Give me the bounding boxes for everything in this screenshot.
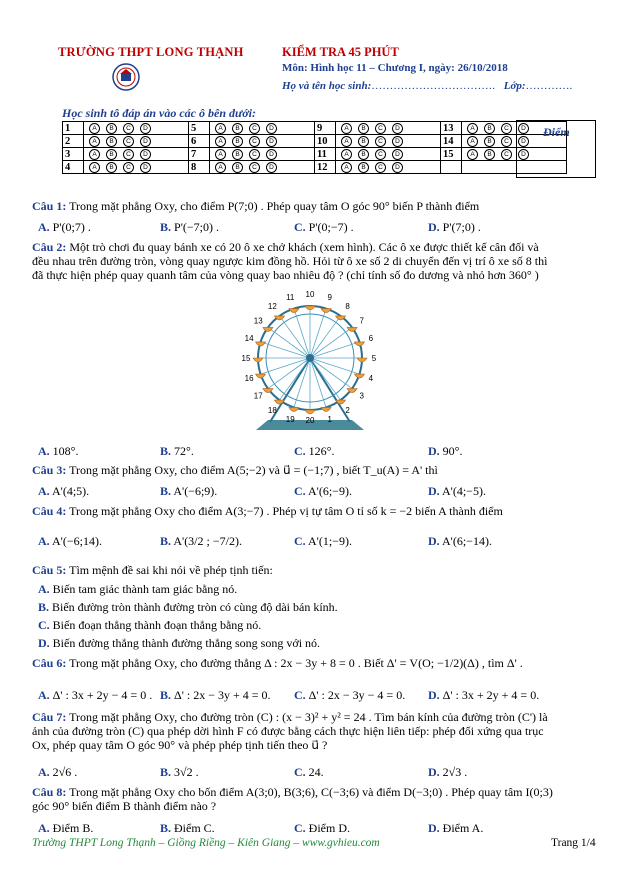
answer-bubble[interactable]: C (123, 149, 134, 160)
answer-bubble[interactable]: B (358, 136, 369, 147)
question-label: Câu 8: (32, 785, 67, 799)
answer-number: 6 (189, 135, 210, 148)
answer-options (210, 161, 315, 174)
answer-bubble[interactable]: C (123, 123, 134, 134)
answer-number: 9 (315, 122, 336, 135)
gondola-number: 5 (371, 354, 377, 363)
answer-options (336, 148, 441, 161)
option-d[interactable]: D. A'(4;−5). (428, 484, 486, 498)
footer-text: Trường THPT Long Thạnh – Giồng Riềng – Kiên Giang – www.gvhieu.com (32, 837, 380, 849)
answer-bubble[interactable]: A (467, 149, 478, 160)
answer-bubble[interactable]: A (215, 123, 226, 134)
answer-grid-row (63, 135, 567, 148)
answer-bubble[interactable]: B (232, 123, 243, 134)
answer-bubble[interactable]: C (501, 136, 512, 147)
answer-options (84, 148, 189, 161)
answer-grid-row (63, 122, 567, 135)
question-8 (32, 785, 602, 813)
gondola-number: 1 (327, 414, 333, 424)
answer-bubble[interactable]: D (392, 162, 403, 173)
gondola-number: 12 (267, 302, 277, 312)
question-text-line: ảnh của đường tròn (C) qua phép dời hình F có được bằng cách thực hiện liên tiếp: phép đối xứng qua trục (32, 724, 544, 738)
answer-number: 5 (189, 122, 210, 135)
question-text-line: Ox, phép quay tâm O góc 90° và phép phép tịnh tiến theo u⃗ ? (32, 738, 328, 752)
answer-number: 8 (189, 161, 210, 174)
answer-bubble[interactable]: C (249, 149, 260, 160)
option-d[interactable]: D. A'(6;−14). (428, 534, 492, 548)
page-number: Trang 1/4 (551, 837, 596, 849)
answer-bubble[interactable]: D (518, 136, 529, 147)
wheel-spoke (279, 316, 310, 358)
gondola-number: 17 (253, 391, 263, 401)
question-label: Câu 4: (32, 504, 67, 518)
question-text-line: góc 90° biến điểm B thành điểm nào ? (32, 799, 217, 813)
answer-bubble[interactable]: B (358, 162, 369, 173)
gondola-number: 8 (345, 302, 350, 312)
option-d[interactable]: D. P'(7;0) . (428, 220, 481, 234)
gondola-number: 3 (359, 391, 365, 401)
option-d[interactable]: D. Điểm A. (428, 821, 484, 835)
answer-number: 10 (315, 135, 336, 148)
answer-bubble[interactable]: D (392, 149, 403, 160)
question-label: Câu 2: (32, 240, 67, 254)
gondola-number: 2 (345, 405, 350, 415)
option-b[interactable]: B. 72°. (160, 444, 194, 458)
answer-options (336, 135, 441, 148)
answer-bubble[interactable]: A (89, 162, 100, 173)
question-text: Tìm mệnh đề sai khi nói về phép tịnh tiến: (69, 563, 273, 577)
answer-number: 14 (441, 135, 462, 148)
question-2 (32, 240, 602, 282)
answer-number: 12 (315, 161, 336, 174)
gondola (305, 306, 315, 310)
wheel-spoke (268, 327, 310, 358)
question-3 (32, 463, 602, 477)
wheel-spoke (310, 358, 341, 400)
gondola (305, 410, 315, 414)
answer-bubble[interactable]: D (140, 162, 151, 173)
question-5 (32, 563, 602, 577)
answer-bubble[interactable]: C (375, 123, 386, 134)
answer-bubble[interactable]: D (266, 149, 277, 160)
gondola-number: 15 (241, 354, 251, 363)
wheel-spoke (310, 309, 326, 358)
answer-bubble[interactable]: C (501, 123, 512, 134)
question-text: Trong mặt phẳng Oxy, cho điểm A(5;−2) và u⃗ = (−1;7) , biết T_u(A) = A' thì (69, 463, 438, 477)
wheel-spoke (268, 358, 310, 389)
answer-options (336, 122, 441, 135)
answer-bubble[interactable]: C (249, 136, 260, 147)
gondola (256, 342, 266, 346)
answer-bubble[interactable]: B (484, 136, 495, 147)
question-label: Câu 5: (32, 563, 67, 577)
score-label: Điểm (543, 125, 570, 139)
answer-bubble[interactable]: D (392, 123, 403, 134)
option-a[interactable]: A. P'(0;7) . (38, 220, 91, 234)
school-name: TRƯỜNG THPT LONG THẠNH (58, 45, 244, 59)
answer-bubble[interactable]: A (341, 136, 352, 147)
answer-number: 7 (189, 148, 210, 161)
gondola (256, 374, 266, 378)
question-text: Trong mặt phẳng Oxy cho điểm A(3;−7) . Phép vị tự tâm O tỉ số k = −2 biến A thành điểm (69, 504, 503, 518)
gondola (354, 342, 364, 346)
question-7 (32, 710, 602, 752)
option-b[interactable]: B. Biến đường tròn thành đường tròn có cùng độ dài bán kính. (38, 600, 338, 614)
answer-bubble[interactable]: D (140, 136, 151, 147)
wheel-hub (306, 354, 314, 362)
option-d[interactable]: D. 2√3 . (428, 765, 468, 779)
answer-options (84, 161, 189, 174)
student-name-field[interactable]: ……………………………. (371, 80, 495, 92)
answer-bubble[interactable]: A (89, 136, 100, 147)
wheel-support (310, 358, 350, 422)
gondola-number: 16 (244, 373, 254, 383)
answer-bubble[interactable]: B (106, 149, 117, 160)
answer-bubble[interactable]: D (392, 136, 403, 147)
option-b[interactable]: B. A'(3/2 ; −7/2). (160, 534, 242, 548)
gondola-number: 11 (286, 293, 295, 303)
wheel-spoke (310, 358, 352, 389)
gondola (289, 407, 299, 411)
option-a[interactable]: A. Biến tam giác thành tam giác bằng nó. (38, 582, 238, 596)
question-text-line: Trong mặt phẳng Oxy, cho đường tròn (C) : (x − 3)² + y² = 24 . Tìm bán kính của đường tròn (C') là (69, 710, 548, 724)
option-c[interactable]: C. Δ' : 2x − 3y − 4 = 0. (294, 688, 406, 702)
gondola-number: 10 (305, 290, 315, 299)
answer-bubble[interactable]: B (232, 136, 243, 147)
question-6 (32, 656, 602, 670)
class-label: Lớp: (503, 80, 526, 92)
answer-grid-row (63, 148, 567, 161)
question-label: Câu 6: (32, 656, 67, 670)
option-d[interactable]: D. 90°. (428, 444, 463, 458)
answer-bubble[interactable]: B (358, 149, 369, 160)
option-a[interactable]: A. Điểm B. (38, 821, 94, 835)
subject-line: Môn: Hình học 11 – Chương I, ngày: 26/10/2018 (282, 62, 508, 74)
option-d[interactable]: D. Biến đường thẳng thành đường thẳng song song với nó. (38, 636, 321, 650)
answer-number: 15 (441, 148, 462, 161)
answer-bubble[interactable]: A (341, 162, 352, 173)
wheel-spoke (310, 342, 359, 358)
wheel-spoke (310, 316, 341, 358)
wheel-spoke (310, 358, 326, 407)
answer-bubble[interactable]: C (375, 136, 386, 147)
answer-instruction: Học sinh tô đáp án vào các ô bên dưới: (62, 106, 256, 120)
option-b[interactable]: B. A'(−6;9). (160, 484, 218, 498)
ferris-wheel-figure (232, 290, 392, 438)
answer-bubble[interactable]: C (249, 162, 260, 173)
answer-bubble[interactable]: D (266, 162, 277, 173)
answer-bubble[interactable]: B (484, 123, 495, 134)
option-c[interactable]: C. A'(6;−9). (294, 484, 352, 498)
wheel-spoke (310, 327, 352, 358)
gondola (289, 309, 299, 313)
answer-bubble[interactable]: A (467, 136, 478, 147)
answer-bubble[interactable]: B (232, 162, 243, 173)
answer-options (336, 161, 441, 174)
answer-number: 11 (315, 148, 336, 161)
wheel-spoke (294, 309, 310, 358)
gondola (354, 374, 364, 378)
answer-bubble[interactable]: C (375, 149, 386, 160)
option-a[interactable]: A. A'(4;5). (38, 484, 90, 498)
answer-bubble[interactable]: A (215, 162, 226, 173)
answer-bubble[interactable]: A (467, 123, 478, 134)
option-b[interactable]: B. P'(−7;0) . (160, 220, 219, 234)
answer-bubble[interactable]: A (215, 149, 226, 160)
gondola-number: 19 (285, 414, 295, 424)
answer-bubble[interactable]: B (106, 123, 117, 134)
answer-bubble[interactable]: B (106, 162, 117, 173)
option-c[interactable]: C. P'(0;−7) . (294, 220, 354, 234)
answer-options (210, 148, 315, 161)
answer-bubble[interactable]: A (89, 149, 100, 160)
answer-number (441, 161, 462, 174)
gondola (321, 309, 331, 313)
gondola (347, 327, 357, 331)
answer-bubble[interactable]: D (266, 136, 277, 147)
option-c[interactable]: C. A'(1;−9). (294, 534, 352, 548)
option-c[interactable]: C. 24. (294, 765, 324, 779)
gondola-number: 18 (267, 405, 277, 415)
option-b[interactable]: B. Điểm C. (160, 821, 215, 835)
option-a[interactable]: A. A'(−6;14). (38, 534, 102, 548)
gondola-number: 4 (368, 373, 374, 383)
answer-options (84, 122, 189, 135)
answer-options (210, 122, 315, 135)
option-c[interactable]: C. Biến đoạn thẳng thành đoạn thẳng bằng nó. (38, 618, 262, 632)
gondola-number: 14 (244, 334, 254, 344)
answer-number: 2 (63, 135, 84, 148)
option-b[interactable]: B. Δ' : 2x − 3y + 4 = 0. (160, 688, 271, 702)
question-text-line: Một trò chơi đu quay bánh xe có 20 ô xe chở khách (xem hình). Các ô xe được thiết kế cân đối và (69, 240, 539, 254)
option-b[interactable]: B. 3√2 . (160, 765, 199, 779)
gondola-number: 6 (368, 334, 374, 344)
answer-bubble[interactable]: C (123, 136, 134, 147)
answer-bubble[interactable]: A (215, 136, 226, 147)
exam-title: KIỂM TRA 45 PHÚT (282, 45, 399, 59)
option-c[interactable]: C. 126°. (294, 444, 335, 458)
answer-bubble[interactable]: B (106, 136, 117, 147)
question-text-line: đều nhau trên đường tròn, vòng quay ngược kim đồng hồ. Hỏi từ ô xe số 2 di chuyển đến vị trí ô xe số 8 thì (32, 254, 548, 268)
gondola-number: 13 (253, 316, 263, 326)
question-1 (32, 199, 602, 213)
question-label: Câu 7: (32, 710, 67, 724)
wheel-spoke (294, 358, 310, 407)
question-label: Câu 3: (32, 463, 67, 477)
question-text: Trong mặt phẳng Oxy, cho điểm P(7;0) . Phép quay tâm O góc 90° biến P thành điểm (69, 199, 480, 213)
gondola (357, 358, 367, 362)
answer-bubble[interactable]: A (341, 123, 352, 134)
question-text-line: đã thực hiện phép quay quanh tâm của vòng quay bao nhiêu độ ? (chỉ tính số đo dương và nhỏ hơn 360° ) (32, 268, 539, 282)
answer-bubble[interactable]: B (232, 149, 243, 160)
wheel-spoke (261, 342, 310, 358)
answer-grid-row (63, 161, 567, 174)
answer-bubble[interactable]: D (140, 123, 151, 134)
option-d[interactable]: D. Δ' : 3x + 2y + 4 = 0. (428, 688, 540, 702)
question-4 (32, 504, 602, 518)
school-logo (111, 62, 141, 92)
question-label: Câu 1: (32, 199, 67, 213)
answer-bubble[interactable]: C (123, 162, 134, 173)
option-a[interactable]: A. Δ' : 3x + 2y − 4 = 0 . (38, 688, 153, 702)
answer-bubble[interactable]: D (518, 123, 529, 134)
answer-number: 1 (63, 122, 84, 135)
answer-number: 13 (441, 122, 462, 135)
wheel-spoke (279, 358, 310, 400)
score-box (516, 120, 596, 178)
answer-number: 4 (63, 161, 84, 174)
answer-options (210, 135, 315, 148)
answer-bubble[interactable]: A (89, 123, 100, 134)
answer-bubble[interactable]: C (375, 162, 386, 173)
student-info (282, 80, 572, 92)
gondola (253, 358, 263, 362)
answer-bubble[interactable]: D (140, 149, 151, 160)
answer-bubble[interactable]: A (341, 149, 352, 160)
gondola-number: 7 (359, 316, 365, 326)
answer-bubble[interactable]: C (501, 149, 512, 160)
class-field[interactable]: …………. (525, 80, 573, 92)
option-a[interactable]: A. 108°. (38, 444, 79, 458)
gondola (321, 407, 331, 411)
gondola-number: 9 (327, 293, 333, 303)
gondola-number: 20 (305, 416, 315, 425)
answer-bubble[interactable]: B (484, 149, 495, 160)
option-c[interactable]: C. Điểm D. (294, 821, 350, 835)
question-text-line: Trong mặt phẳng Oxy cho bốn điểm A(3;0), B(3;6), C(−3;6) và điểm D(−3;0) . Phép quay tâm I(0;3) (69, 785, 553, 799)
answer-bubble[interactable]: B (358, 123, 369, 134)
answer-bubble[interactable]: D (266, 123, 277, 134)
answer-bubble[interactable]: C (249, 123, 260, 134)
question-text: Trong mặt phẳng Oxy, cho đường thẳng Δ : 2x − 3y + 8 = 0 . Biết Δ' = V(O; −1/2)(Δ) , tìm Δ' . (69, 656, 523, 670)
answer-options (84, 135, 189, 148)
answer-number: 3 (63, 148, 84, 161)
option-a[interactable]: A. 2√6 . (38, 765, 78, 779)
answer-bubble[interactable]: D (518, 149, 529, 160)
student-name-label: Họ và tên học sinh: (282, 80, 372, 92)
gondola (263, 327, 273, 331)
answer-grid (62, 121, 567, 174)
